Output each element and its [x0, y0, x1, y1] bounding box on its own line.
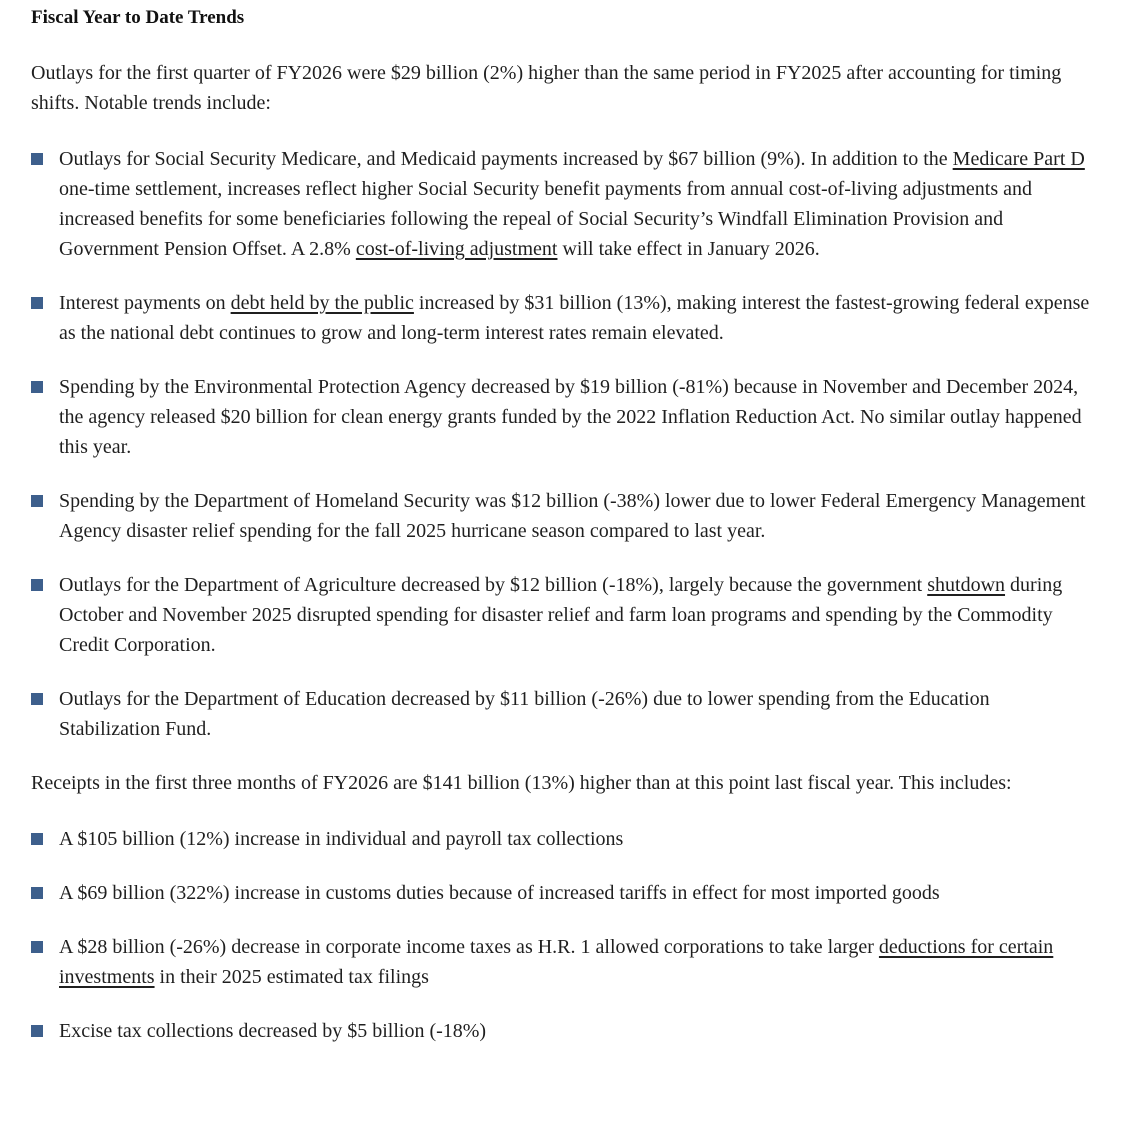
inline-link[interactable]: shutdown	[927, 574, 1006, 596]
list-item	[31, 824, 1093, 854]
list-item-text: during October and November 2025 disrupted spending for disaster relief and farm loan programs and spending by the Commodity Credit Corporation.	[59, 574, 1063, 656]
inline-link[interactable]: cost-of-living adjustment	[355, 238, 558, 260]
outlay-trends-list	[31, 144, 1093, 744]
list-item-text: one-time settlement, increases reflect higher Social Security benefit payments from annual cost-of-living adjustments and increased benefits for some beneficiaries following the repeal of Social Security’s Windfall Elimination Provision and Government Pension Offset. A 2.8%	[59, 178, 1033, 260]
inline-link[interactable]: debt held by the public	[230, 292, 414, 314]
list-item	[31, 570, 1093, 660]
square-bullet-icon	[31, 941, 43, 953]
square-bullet-icon	[31, 1025, 43, 1037]
square-bullet-icon	[31, 887, 43, 899]
list-item-text: Excise tax collections decreased by $5 billion (-18%)	[59, 1020, 487, 1042]
receipt-trends-list	[31, 824, 1093, 1046]
list-item	[31, 486, 1093, 546]
list-item	[31, 1016, 1093, 1046]
list-item	[31, 932, 1093, 992]
list-item	[31, 288, 1093, 348]
square-bullet-icon	[31, 833, 43, 845]
list-item-text: will take effect in January 2026.	[557, 238, 820, 260]
list-item-text: Interest payments on	[59, 292, 231, 314]
list-item	[31, 684, 1093, 744]
receipts-intro: Receipts in the first three months of FY2026 are $141 billion (13%) higher than at this point last fiscal year. This includes:	[31, 772, 1012, 794]
square-bullet-icon	[31, 495, 43, 507]
list-item-text: increased by $31 billion (13%), making interest the fastest-growing federal expense as the national debt continues to grow and long-term interest rates remain elevated.	[59, 292, 1090, 344]
list-item-text: A $105 billion (12%) increase in individual and payroll tax collections	[59, 828, 624, 850]
list-item-text: Spending by the Environmental Protection Agency decreased by $19 billion (-81%) because in November and December 2024, the agency released $20 billion for clean energy grants funded by the 2022 Inflation Reduction Act. No similar outlay happened this year.	[59, 376, 1082, 458]
square-bullet-icon	[31, 153, 43, 165]
outlays-intro: Outlays for the first quarter of FY2026 were $29 billion (2%) higher than the same period in FY2025 after accounting for timing shifts. Notable trends include:	[31, 62, 1062, 114]
list-item-text: Outlays for Social Security Medicare, and Medicaid payments increased by $67 billion (9%). In addition to the	[59, 148, 953, 170]
list-item-text: A $69 billion (322%) increase in customs duties because of increased tariffs in effect for most imported goods	[59, 882, 940, 904]
list-item-text: Outlays for the Department of Education decreased by $11 billion (-26%) due to lower spending from the Education Stabilization Fund.	[59, 688, 990, 740]
list-item-text: Spending by the Department of Homeland Security was $12 billion (-38%) lower due to lower Federal Emergency Management Agency disaster relief spending for the fall 2025 hurricane season compared to last year.	[59, 490, 1086, 542]
section-heading: Fiscal Year to Date Trends	[31, 7, 245, 28]
list-item-text: Outlays for the Department of Agriculture decreased by $12 billion (-18%), largely because the government	[59, 574, 928, 596]
article-section	[31, 0, 1093, 1046]
square-bullet-icon	[31, 381, 43, 393]
square-bullet-icon	[31, 297, 43, 309]
list-item-text: in their 2025 estimated tax filings	[154, 966, 429, 988]
list-item	[31, 144, 1093, 264]
square-bullet-icon	[31, 579, 43, 591]
list-item	[31, 878, 1093, 908]
inline-link[interactable]: deductions for certain investments	[59, 936, 1054, 988]
square-bullet-icon	[31, 693, 43, 705]
list-item	[31, 372, 1093, 462]
inline-link[interactable]: Medicare Part D	[952, 148, 1085, 170]
list-item-text: A $28 billion (-26%) decrease in corporate income taxes as H.R. 1 allowed corporations to take larger	[59, 936, 879, 958]
